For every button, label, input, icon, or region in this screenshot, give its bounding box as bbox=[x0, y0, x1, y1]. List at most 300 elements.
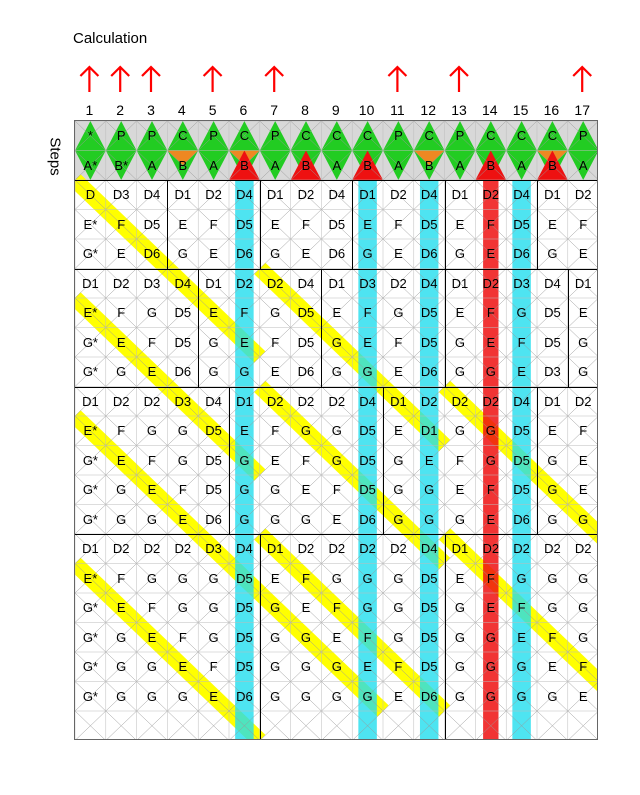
grid-cell: G bbox=[146, 423, 158, 439]
grid-cell: E bbox=[455, 305, 465, 321]
grid-cell: D1 bbox=[390, 393, 407, 409]
grid-cell: G bbox=[239, 511, 250, 527]
grid-cell: F bbox=[271, 334, 280, 350]
column-number-2: 2 bbox=[116, 102, 125, 118]
grid-cell: D5 bbox=[297, 305, 315, 321]
grid-cell: E bbox=[147, 482, 157, 498]
grid-cell: F bbox=[178, 629, 187, 645]
grid-cell: D2 bbox=[513, 541, 530, 557]
grid-cell: A* bbox=[83, 157, 98, 173]
grid-cell: G* bbox=[82, 246, 98, 262]
grid-cell: G bbox=[578, 570, 589, 586]
grid-cell: D5 bbox=[359, 423, 376, 439]
column-number-3: 3 bbox=[147, 102, 155, 118]
grid-cell: D5 bbox=[420, 305, 438, 321]
grid-cell: G bbox=[331, 423, 342, 439]
grid-cell: A bbox=[578, 157, 588, 173]
grid-cell: D2 bbox=[420, 393, 438, 409]
grid-cell: G bbox=[270, 659, 281, 675]
grid-cell: D5 bbox=[236, 659, 253, 675]
grid-cell: F bbox=[117, 305, 126, 321]
grid-cell: G bbox=[362, 364, 373, 380]
grid-cell: G bbox=[146, 305, 158, 321]
grid-cell: G bbox=[208, 570, 219, 586]
grid-cell: G bbox=[300, 423, 312, 439]
grid-cell: D2 bbox=[236, 275, 253, 291]
calc-arrow-col-7 bbox=[265, 67, 283, 92]
grid-cell: G bbox=[516, 688, 527, 704]
grid-cell: D2 bbox=[112, 275, 130, 291]
grid-cell: G bbox=[146, 688, 158, 704]
grid-cell: G bbox=[547, 452, 558, 468]
grid-cell: E bbox=[486, 600, 496, 616]
column-number-11: 11 bbox=[390, 102, 405, 118]
grid-cell: G bbox=[485, 688, 496, 704]
grid-cell: G bbox=[331, 364, 342, 380]
grid-cell: B bbox=[486, 157, 496, 173]
grid-cell: G bbox=[270, 600, 281, 616]
grid-cell: D4 bbox=[544, 275, 561, 291]
column-number-14: 14 bbox=[482, 102, 498, 118]
grid-cell: D2 bbox=[390, 541, 407, 557]
column-number-17: 17 bbox=[574, 102, 590, 118]
grid-cell: F bbox=[486, 305, 495, 321]
grid-cell: E bbox=[301, 600, 311, 616]
grid-cell: G bbox=[270, 305, 281, 321]
grid-cell: E bbox=[455, 570, 465, 586]
grid-cell: D4 bbox=[420, 275, 438, 291]
grid-cell: D1 bbox=[82, 393, 99, 409]
calc-arrow-col-2 bbox=[111, 67, 129, 92]
grid-cell: D6 bbox=[359, 511, 376, 527]
grid-cell: E bbox=[240, 423, 249, 439]
grid-cell: F bbox=[209, 659, 218, 675]
grid-cell: G bbox=[393, 452, 404, 468]
grid-cell: E bbox=[209, 688, 218, 704]
grid-cell: D3 bbox=[174, 393, 192, 409]
column-number-1: 1 bbox=[85, 102, 94, 118]
grid-cell: G bbox=[177, 246, 188, 262]
grid-cell: G bbox=[270, 629, 281, 645]
grid-cell: D4 bbox=[513, 187, 530, 203]
grid-cell: E bbox=[486, 511, 496, 527]
grid-cell: D2 bbox=[482, 541, 500, 557]
grid-cell: D2 bbox=[297, 187, 315, 203]
grid-cell: G bbox=[208, 600, 219, 616]
grid-cell: G bbox=[208, 629, 219, 645]
grid-cell: D6 bbox=[143, 246, 161, 262]
grid-cell: G bbox=[454, 511, 466, 527]
grid-cell: D3 bbox=[112, 187, 130, 203]
grid-cell: G bbox=[146, 659, 158, 675]
grid-cell: E* bbox=[83, 570, 98, 586]
grid-cell: G bbox=[331, 334, 342, 350]
grid-cell: D2 bbox=[112, 393, 130, 409]
grid-cell: D5 bbox=[513, 423, 530, 439]
calc-arrow-col-11 bbox=[388, 67, 406, 92]
grid-cell: E bbox=[332, 511, 342, 527]
grid-cell: G bbox=[393, 600, 404, 616]
grid-cell: D5 bbox=[513, 216, 530, 232]
grid-cell: P bbox=[394, 128, 403, 144]
grid-cell: G bbox=[331, 570, 342, 586]
grid-cell: F bbox=[579, 423, 588, 439]
grid-cell: C bbox=[332, 128, 342, 144]
grid-cell: D5 bbox=[420, 570, 438, 586]
grid-cell: D5 bbox=[513, 452, 530, 468]
grid-cell: F bbox=[302, 452, 310, 468]
grid-cell: D5 bbox=[174, 305, 192, 321]
grid-cell: E bbox=[363, 216, 372, 232]
grid-cell: D2 bbox=[482, 187, 500, 203]
grid-cell: G bbox=[300, 688, 312, 704]
grid-cell: E bbox=[332, 305, 342, 321]
calc-arrow-col-13 bbox=[450, 67, 468, 92]
grid-cell: G* bbox=[82, 482, 98, 498]
grid-cell: G bbox=[454, 688, 466, 704]
grid-cell: E bbox=[147, 629, 157, 645]
grid-cell: D3 bbox=[205, 541, 222, 557]
grid-cell: F bbox=[117, 570, 126, 586]
grid-cell: D2 bbox=[112, 541, 130, 557]
grid-cell: G bbox=[177, 452, 188, 468]
grid-cell: F bbox=[363, 629, 372, 645]
grid-cell: F bbox=[148, 452, 156, 468]
grid-cell: E bbox=[578, 482, 588, 498]
grid-cell: G bbox=[116, 364, 127, 380]
grid-cell: E bbox=[394, 423, 403, 439]
grid-cell: G bbox=[270, 482, 281, 498]
grid-cell: E bbox=[209, 305, 218, 321]
grid-cell: D1 bbox=[451, 541, 469, 557]
grid-cell: E bbox=[301, 482, 311, 498]
grid-cell: D2 bbox=[174, 541, 192, 557]
grid-cell: E bbox=[486, 334, 496, 350]
grid-cell: G bbox=[300, 659, 312, 675]
grid-cell: F bbox=[517, 334, 526, 350]
grid-cell: D5 bbox=[236, 629, 253, 645]
grid-cell: * bbox=[87, 128, 93, 144]
grid-cell: A bbox=[332, 157, 342, 173]
grid-cell: G bbox=[331, 452, 342, 468]
grid-cell: G bbox=[424, 511, 435, 527]
grid-cell: G bbox=[547, 600, 558, 616]
grid-cell: E bbox=[578, 452, 588, 468]
grid-cell: D1 bbox=[420, 423, 438, 439]
grid-cell: G bbox=[362, 246, 373, 262]
grid-cell: G bbox=[424, 482, 435, 498]
grid-cell: D5 bbox=[297, 334, 315, 350]
grid-cell: D1 bbox=[266, 541, 284, 557]
grid-cell: G bbox=[454, 600, 466, 616]
grid-cell: D5 bbox=[420, 216, 438, 232]
grid-cell: G bbox=[516, 659, 527, 675]
grid-cell: D5 bbox=[420, 334, 438, 350]
grid-cell: G* bbox=[82, 629, 98, 645]
figure-title: Calculation bbox=[73, 30, 148, 47]
grid-cell: G bbox=[393, 482, 404, 498]
grid-cell: E bbox=[578, 246, 588, 262]
grid-cell: G bbox=[116, 659, 127, 675]
grid-cell: D4 bbox=[297, 275, 315, 291]
grid-cell: G bbox=[331, 688, 342, 704]
column-number-12: 12 bbox=[420, 102, 436, 118]
grid-cell: E bbox=[116, 246, 126, 262]
grid-cell: F bbox=[579, 216, 588, 232]
grid-cell: G bbox=[239, 482, 250, 498]
grid-cell: F bbox=[486, 216, 495, 232]
grid-cell: D1 bbox=[451, 275, 469, 291]
grid-cell: D6 bbox=[420, 364, 438, 380]
grid-cell: E bbox=[517, 629, 526, 645]
grid-cell: F bbox=[271, 423, 280, 439]
calculation-arrows bbox=[0, 62, 640, 94]
grid-cell: F bbox=[394, 334, 403, 350]
grid-cell: D6 bbox=[328, 246, 346, 262]
grid-cell: D5 bbox=[328, 216, 346, 232]
column-number-6: 6 bbox=[239, 102, 248, 118]
grid-cell: D2 bbox=[451, 393, 469, 409]
grid-cell: F bbox=[148, 334, 156, 350]
grid-cell: G bbox=[146, 570, 158, 586]
grid-cell: G bbox=[485, 423, 496, 439]
grid-cell: G bbox=[393, 629, 404, 645]
grid-cell: C bbox=[486, 128, 496, 144]
grid-cell: D5 bbox=[174, 334, 192, 350]
grid-cell: G* bbox=[82, 364, 98, 380]
grid-cell: G bbox=[547, 511, 558, 527]
grid-cell: D4 bbox=[174, 275, 192, 291]
grid-cell: G bbox=[300, 511, 312, 527]
grid-cell: D6 bbox=[513, 511, 530, 527]
column-number-10: 10 bbox=[358, 102, 375, 118]
grid-cell: E bbox=[147, 364, 157, 380]
grid-cell: G* bbox=[82, 334, 98, 350]
grid-cell: D2 bbox=[328, 393, 346, 409]
grid-cell: E bbox=[394, 688, 403, 704]
grid-cell: E bbox=[270, 570, 280, 586]
grid-cell: B bbox=[548, 157, 557, 173]
grid-cell: E bbox=[116, 334, 126, 350]
grid-cell: D5 bbox=[236, 600, 253, 616]
grid-cell: E bbox=[486, 246, 496, 262]
grid-cell: C bbox=[178, 128, 188, 144]
grid-cell: G bbox=[116, 629, 127, 645]
grid-cell: P bbox=[147, 128, 157, 144]
grid-cell: F bbox=[178, 482, 187, 498]
grid-cell: E bbox=[270, 216, 280, 232]
grid-cell: G bbox=[393, 305, 404, 321]
grid-cell: F bbox=[117, 216, 126, 232]
grid-cell: F bbox=[209, 216, 218, 232]
grid-cell: D2 bbox=[205, 187, 222, 203]
grid-cell: D5 bbox=[143, 216, 161, 232]
grid-cell: D6 bbox=[420, 246, 438, 262]
grid-cell: E bbox=[424, 452, 434, 468]
grid-cell: E bbox=[116, 600, 126, 616]
grid-cell: D2 bbox=[328, 541, 346, 557]
grid-cell: A bbox=[517, 157, 526, 173]
grid-cell: G bbox=[270, 511, 281, 527]
grid-cell: D1 bbox=[544, 393, 561, 409]
grid-cell: G bbox=[116, 482, 127, 498]
grid-cell: G bbox=[454, 246, 466, 262]
grid-cell: F bbox=[117, 423, 126, 439]
grid-cell: G bbox=[547, 688, 558, 704]
grid-cell: G bbox=[485, 364, 496, 380]
column-number-7: 7 bbox=[270, 102, 279, 118]
grid-cell: D2 bbox=[544, 541, 561, 557]
grid-cell: D5 bbox=[236, 570, 253, 586]
grid-cell: D6 bbox=[513, 246, 530, 262]
steps-grid bbox=[74, 120, 598, 740]
grid-cell: G* bbox=[82, 600, 98, 616]
grid-cell: G* bbox=[82, 659, 98, 675]
grid-cell: C bbox=[362, 128, 373, 144]
grid-cell: G bbox=[146, 511, 158, 527]
grid-cell: D5 bbox=[236, 216, 253, 232]
grid-cell: D5 bbox=[513, 482, 530, 498]
column-number-5: 5 bbox=[208, 102, 217, 118]
grid-cell: G bbox=[485, 629, 496, 645]
grid-cell: G bbox=[516, 570, 527, 586]
grid-cell: F bbox=[332, 482, 341, 498]
grid-cell: G bbox=[208, 364, 219, 380]
grid-cell: F bbox=[394, 216, 403, 232]
grid-cell: D4 bbox=[236, 187, 253, 203]
grid-cell: E bbox=[363, 334, 372, 350]
grid-cell: E bbox=[178, 511, 188, 527]
column-number-16: 16 bbox=[543, 102, 560, 118]
grid-cell: E bbox=[270, 364, 280, 380]
steps-axis-label: Steps bbox=[46, 137, 64, 176]
grid-cell: F bbox=[302, 570, 310, 586]
grid-cell: A bbox=[455, 157, 465, 173]
grid-cell: D2 bbox=[574, 187, 592, 203]
grid-cell: G bbox=[578, 364, 589, 380]
grid-cell: E* bbox=[83, 423, 98, 439]
grid-cell: E bbox=[394, 246, 403, 262]
grid-cell: G bbox=[485, 452, 496, 468]
calc-arrow-col-3 bbox=[142, 67, 160, 92]
grid-cell: B* bbox=[114, 157, 129, 173]
grid-cell: G bbox=[393, 511, 404, 527]
grid-cell: G bbox=[578, 511, 589, 527]
grid-cell: A bbox=[394, 157, 403, 173]
grid-cell: E bbox=[178, 659, 188, 675]
grid-cell: D1 bbox=[174, 187, 192, 203]
grid-cell: E bbox=[517, 364, 526, 380]
grid-cell: D6 bbox=[205, 511, 222, 527]
grid-cell: D4 bbox=[143, 187, 161, 203]
grid-cell: G bbox=[177, 688, 188, 704]
grid-cell: D2 bbox=[143, 541, 161, 557]
grid-cell: D2 bbox=[297, 393, 315, 409]
grid-cell: F bbox=[486, 570, 495, 586]
grid-cell: B bbox=[178, 157, 188, 173]
grid-cell: C bbox=[516, 128, 527, 144]
grid-cell: D4 bbox=[328, 187, 346, 203]
grid-cell: G bbox=[578, 600, 589, 616]
grid-cell: G bbox=[454, 364, 466, 380]
grid-cell: D5 bbox=[544, 305, 561, 321]
grid-cell: P bbox=[116, 128, 126, 144]
grid-cell: G bbox=[177, 570, 188, 586]
grid-cell: D6 bbox=[174, 364, 192, 380]
grid-cell: D6 bbox=[236, 688, 253, 704]
grid-cell: C bbox=[301, 128, 311, 144]
grid-cell: G bbox=[454, 334, 466, 350]
grid-cell: D2 bbox=[143, 393, 161, 409]
grid-cell: D2 bbox=[390, 187, 407, 203]
grid-cell: D6 bbox=[420, 688, 438, 704]
column-number-row bbox=[74, 102, 598, 120]
grid-cell: A bbox=[270, 157, 280, 173]
grid-cell: D1 bbox=[544, 187, 561, 203]
grid-cell: C bbox=[239, 128, 250, 144]
column-number-4: 4 bbox=[177, 102, 186, 118]
grid-cell: G bbox=[393, 570, 404, 586]
grid-cell: G bbox=[485, 659, 496, 675]
grid-cell: G bbox=[270, 246, 281, 262]
grid-cell: G bbox=[331, 659, 342, 675]
grid-cell: G bbox=[578, 334, 589, 350]
grid-cell: E bbox=[116, 452, 126, 468]
grid-cell: D3 bbox=[359, 275, 376, 291]
grid-cell: D bbox=[85, 187, 96, 203]
grid-cell: G bbox=[454, 629, 466, 645]
grid-cell: B bbox=[301, 157, 311, 173]
grid-cell: E bbox=[332, 629, 342, 645]
grid-cell: G bbox=[547, 570, 558, 586]
grid-cell: G* bbox=[82, 688, 98, 704]
grid-cell: D2 bbox=[390, 275, 407, 291]
column-number-15: 15 bbox=[512, 102, 529, 118]
grid-cell: C bbox=[547, 128, 558, 144]
grid-cell: D5 bbox=[420, 629, 438, 645]
grid-cell: B bbox=[424, 157, 434, 173]
grid-cell: D2 bbox=[574, 393, 592, 409]
grid-cell: G bbox=[177, 423, 188, 439]
grid-cell: G bbox=[454, 659, 466, 675]
grid-cell: D5 bbox=[205, 423, 222, 439]
grid-cell: D1 bbox=[266, 187, 284, 203]
grid-cell: D4 bbox=[236, 541, 253, 557]
grid-cell: G bbox=[116, 511, 127, 527]
grid-cell: G bbox=[547, 482, 558, 498]
grid-cell: C bbox=[424, 128, 434, 144]
grid-cell: P bbox=[209, 128, 218, 144]
grid-cell: D6 bbox=[236, 246, 253, 262]
grid-cell: D1 bbox=[236, 393, 253, 409]
grid-cell: B bbox=[240, 157, 249, 173]
grid-cell: G bbox=[362, 570, 373, 586]
grid-cell: F bbox=[363, 305, 372, 321]
grid-cell: D1 bbox=[574, 275, 592, 291]
grid-cell: E bbox=[548, 659, 557, 675]
column-number-13: 13 bbox=[451, 102, 467, 118]
grid-cell: F bbox=[517, 600, 526, 616]
grid-cell: G bbox=[362, 688, 373, 704]
grid-cell: G bbox=[300, 629, 312, 645]
grid-cell: D3 bbox=[544, 364, 561, 380]
calc-arrow-col-1 bbox=[80, 67, 98, 92]
grid-cell: P bbox=[578, 128, 588, 144]
grid-cell: G bbox=[239, 364, 250, 380]
grid-cell: F bbox=[148, 600, 156, 616]
grid-cell: E bbox=[548, 423, 557, 439]
grid-cell: D5 bbox=[544, 334, 561, 350]
